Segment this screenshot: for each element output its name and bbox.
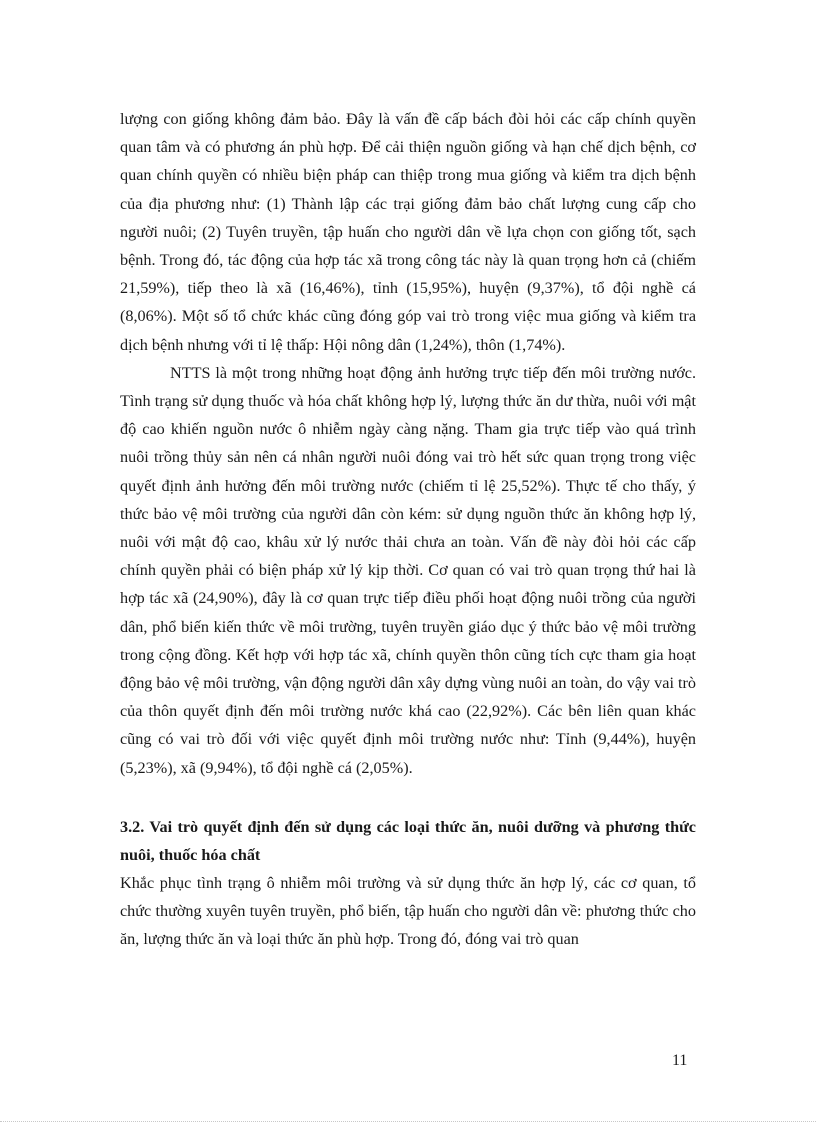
page-bottom-divider [0, 1121, 816, 1122]
section-paragraph: Khắc phục tình trạng ô nhiễm môi trường và sử dụng thức ăn hợp lý, các cơ quan, tổ chức thường xuyên tuyên truyền, phổ biến, tập huấn cho người dân về: phương thức cho ăn, lượng thức ăn và loại thức ăn phù hợp. Trong đó, đóng vai trò quan [120, 873, 696, 949]
page-number: 11 [672, 1052, 688, 1069]
body-paragraph-2: NTTS là một trong những hoạt động ảnh hưởng trực tiếp đến môi trường nước. Tình trạng sử dụng thuốc và hóa chất không hợp lý, lượng thức ăn dư thừa, nuôi với mật độ cao khiến nguồn nước ô nhiễm ngày càng nặng. Tham gia trực tiếp vào quá trình nuôi trồng thủy sản nên cá nhân người nuôi đóng vai trò hết sức quan trọng trong việc quyết định ảnh hưởng đến môi trường nước (chiếm tỉ lệ 25,52%). Thực tế cho thấy, ý thức bảo vệ môi trường của người dân còn kém: sử dụng nguồn thức ăn không hợp lý, nuôi với mật độ cao, khâu xử lý nước thải chưa an toàn. Vấn đề này đòi hỏi các cấp chính quyền phải có biện pháp xử lý kịp thời. Cơ quan có vai trò quan trọng thứ hai là hợp tác xã (24,90%), đây là cơ quan trực tiếp điều phối hoạt động nuôi trồng của người dân, phổ biến kiến thức về môi trường, tuyên truyền giáo dục ý thức bảo vệ môi trường trong cộng đồng. Kết hợp với hợp tác xã, chính quyền thôn cũng tích cực tham gia hoạt động bảo vệ môi trường, vận động người dân xây dựng vùng nuôi an toàn, do vậy vai trò của thôn quyết định đến môi trường nước khá cao (22,92%). Các bên liên quan khác cũng có vai trò đối với việc quyết định môi trường nước như: Tỉnh (9,44%), huyện (5,23%), xã (9,94%), tổ đội nghề cá (2,05%). [120, 363, 696, 777]
body-paragraph-1: lượng con giống không đảm bảo. Đây là vấn đề cấp bách đòi hỏi các cấp chính quyền quan tâm và có phương án phù hợp. Để cải thiện nguồn giống và hạn chế dịch bệnh, cơ quan chính quyền có nhiều biện pháp can thiệp trong mua giống và kiểm tra dịch bệnh của địa phương như: (1) Thành lập các trại giống đảm bảo chất lượng cung cấp cho người nuôi; (2) Tuyên truyền, tập huấn cho người dân về lựa chọn con giống tốt, sạch bệnh. Trong đó, tác động của hợp tác xã trong công tác này là quan trọng hơn cả (chiếm 21,59%), tiếp theo là xã (16,46%), tỉnh (15,95%), huyện (9,37%), tổ đội nghề cá (8,06%). Một số tổ chức khác cũng đóng góp vai trò trong việc mua giống và kiểm tra dịch bệnh nhưng với tỉ lệ thấp: Hội nông dân (1,24%), thôn (1,74%). [120, 110, 696, 354]
section-heading: 3.2. Vai trò quyết định đến sử dụng các loại thức ăn, nuôi dưỡng và phương thức nuôi, thuốc hóa chất [120, 817, 696, 864]
document-page [120, 105, 696, 953]
